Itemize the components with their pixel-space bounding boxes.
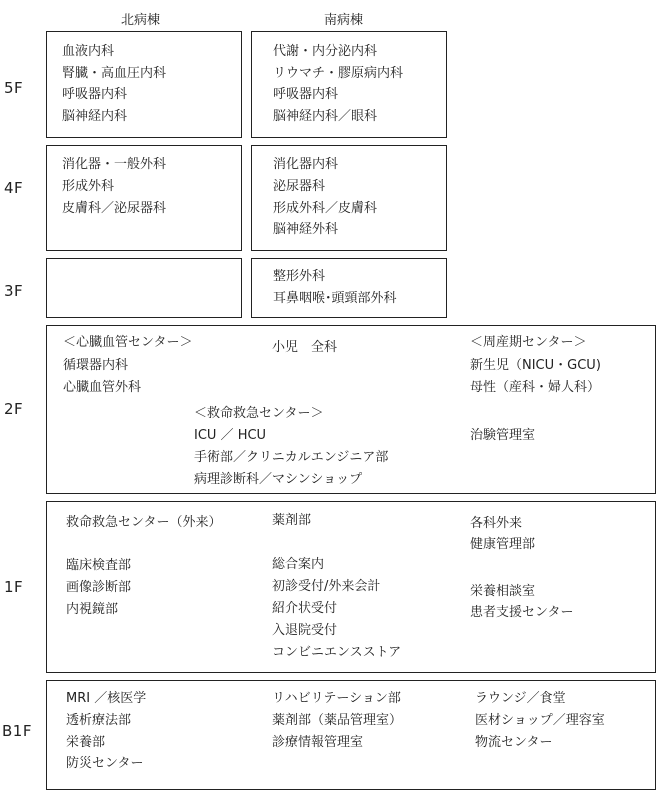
dept-label: 呼吸器内科 xyxy=(273,87,339,102)
center-heading: ＜周産期センター＞ xyxy=(470,335,587,350)
box-5f-north xyxy=(46,31,242,138)
dept-label: 整形外科 xyxy=(273,269,326,284)
dept-label: 画像診断部 xyxy=(66,580,132,595)
dept-label: 脳神経内科／眼科 xyxy=(273,109,378,124)
dept-label: 代謝・内分泌内科 xyxy=(273,44,378,59)
dept-label: 治験管理室 xyxy=(470,428,536,443)
dept-label: ラウンジ／食堂 xyxy=(475,691,566,706)
center-heading: ＜救命救急センター＞ xyxy=(194,406,324,421)
dept-label: 血液内科 xyxy=(62,44,115,59)
dept-label: 脳神経内科 xyxy=(62,109,128,124)
dept-label: 防災センター xyxy=(66,756,144,771)
floor-label-b1f: B1F xyxy=(2,722,32,740)
dept-label: 母性（産科・婦人科） xyxy=(470,380,601,395)
dept-label: 薬剤部（薬品管理室） xyxy=(272,713,403,728)
dept-label: 脳神経外科 xyxy=(273,222,339,237)
dept-label: 各科外来 xyxy=(470,516,523,531)
dept-label: 泌尿器科 xyxy=(273,179,326,194)
box-2f xyxy=(46,325,656,494)
dept-label: リハビリテーション部 xyxy=(272,691,401,706)
dept-label: 総合案内 xyxy=(272,557,325,572)
dept-label: コンビニエンスストア xyxy=(272,645,402,660)
box-1f xyxy=(46,501,656,673)
dept-label: 透析療法部 xyxy=(66,713,132,728)
box-5f-south xyxy=(251,31,447,138)
box-4f-south xyxy=(251,145,447,251)
dept-label: 救命救急センター（外来） xyxy=(66,515,222,530)
dept-label: 循環器内科 xyxy=(63,358,129,373)
dept-label: リウマチ・膠原病内科 xyxy=(273,66,404,81)
dept-label: 患者支援センター xyxy=(470,605,574,620)
dept-label: 皮膚科／泌尿器科 xyxy=(62,201,167,216)
box-b1f xyxy=(46,680,656,790)
dept-label: MRI ／核医学 xyxy=(66,691,147,706)
dept-label: 呼吸器内科 xyxy=(62,87,128,102)
dept-label: 医材ショップ／理容室 xyxy=(475,713,605,728)
dept-label: 初診受付/外来会計 xyxy=(272,579,381,594)
dept-label: 形成外科 xyxy=(62,179,115,194)
floor-label-3f: 3F xyxy=(4,282,24,300)
dept-label: 消化器・一般外科 xyxy=(62,157,167,172)
box-3f-south xyxy=(251,258,447,318)
dept-label: 栄養相談室 xyxy=(470,584,536,599)
floor-label-2f: 2F xyxy=(4,400,24,418)
dept-label: 新生児（NICU・GCU) xyxy=(470,358,601,373)
north-wing-header: 北病棟 xyxy=(121,13,161,28)
dept-label: 小児 全科 xyxy=(272,340,338,355)
dept-label: 栄養部 xyxy=(66,735,106,750)
dept-label: 耳鼻咽喉･頭頸部外科 xyxy=(273,291,397,306)
dept-label: ICU ／ HCU xyxy=(194,428,267,443)
dept-label: 紹介状受付 xyxy=(272,601,338,616)
south-wing-header: 南病棟 xyxy=(324,13,364,28)
floor-label-5f: 5F xyxy=(4,79,24,97)
dept-label: 腎臓・高血圧内科 xyxy=(62,66,167,81)
center-heading: ＜心臓血管センター＞ xyxy=(63,335,193,350)
dept-label: 内視鏡部 xyxy=(66,602,119,617)
dept-label: 物流センター xyxy=(475,735,553,750)
dept-label: 臨床検査部 xyxy=(66,558,132,573)
dept-label: 形成外科／皮膚科 xyxy=(273,201,378,216)
dept-label: 心臓血管外科 xyxy=(63,380,142,395)
floor-label-1f: 1F xyxy=(4,578,24,596)
box-3f-north xyxy=(46,258,242,318)
dept-label: 消化器内科 xyxy=(273,157,339,172)
dept-label: 手術部／クリニカルエンジニア部 xyxy=(194,450,389,465)
dept-label: 薬剤部 xyxy=(272,513,312,528)
floor-label-4f: 4F xyxy=(4,179,24,197)
dept-label: 健康管理部 xyxy=(470,537,536,552)
dept-label: 診療情報管理室 xyxy=(272,735,364,750)
dept-label: 病理診断科／マシンショップ xyxy=(194,472,363,487)
box-4f-north xyxy=(46,145,242,251)
dept-label: 入退院受付 xyxy=(272,623,338,638)
